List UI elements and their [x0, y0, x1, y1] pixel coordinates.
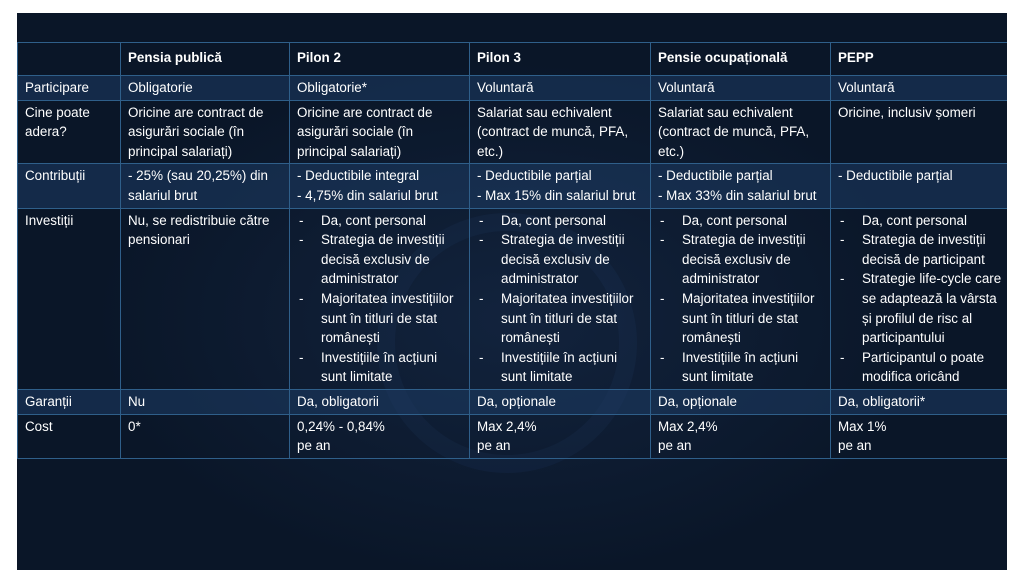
table-cell — [290, 164, 470, 208]
table-cell: Oricine are contract de asigurări sociale (în principal salariați) — [290, 100, 470, 164]
table-cell — [470, 208, 651, 389]
cell-line: - Deductibile integral — [297, 168, 420, 184]
bullet-list — [658, 211, 825, 387]
table-cell — [651, 414, 831, 458]
bullet-list — [838, 211, 1002, 387]
table-cell: Nu — [121, 389, 290, 414]
cell-line: - Max 33% din salariul brut — [658, 187, 817, 203]
list-item: - Investițiile în acțiuni sunt limitate — [477, 348, 645, 387]
list-item: - Majoritatea investițiilor sunt în titluri de stat românești — [658, 289, 825, 348]
table-cell — [290, 208, 470, 389]
cell-line: - Deductibile parțial — [838, 168, 953, 184]
bullet-list — [297, 211, 464, 387]
table-cell: Voluntară — [470, 76, 651, 101]
row-participare — [18, 76, 1008, 101]
row-label: Cost — [18, 414, 121, 458]
row-label: Contribuții — [18, 164, 121, 208]
list-item: - Da, cont personal — [658, 211, 825, 231]
table-cell: Oricine, inclusiv șomeri — [831, 100, 1008, 164]
row-garantii — [18, 389, 1008, 414]
table-cell: Da, obligatorii — [290, 389, 470, 414]
bullet-list — [477, 211, 645, 387]
list-item: - Strategia de investiții decisă exclusiv de administrator — [477, 230, 645, 289]
table-cell — [651, 164, 831, 208]
pension-comparison-table — [17, 42, 1007, 459]
table-cell: Salariat sau echivalent (contract de muncă, PFA, etc.) — [651, 100, 831, 164]
cell-line: pe an — [658, 438, 692, 454]
cell-line: pe an — [838, 438, 872, 454]
row-label: Investiții — [18, 208, 121, 389]
row-label: Participare — [18, 76, 121, 101]
table-cell — [651, 208, 831, 389]
table-cell: Voluntară — [831, 76, 1008, 101]
table-cell: Voluntară — [651, 76, 831, 101]
row-label: Cine poate adera? — [18, 100, 121, 164]
table-cell: Obligatorie — [121, 76, 290, 101]
header-empty — [18, 43, 121, 76]
list-item: - Strategia de investiții decisă exclusiv de administrator — [658, 230, 825, 289]
row-label: Garanții — [18, 389, 121, 414]
table-cell: Da, opționale — [470, 389, 651, 414]
cell-line: - Deductibile parțial — [477, 168, 592, 184]
cell-line: - 4,75% din salariul brut — [297, 187, 438, 203]
table-cell: Salariat sau echivalent (contract de muncă, PFA, etc.) — [470, 100, 651, 164]
table-cell: - 25% (sau 20,25%) din salariul brut — [121, 164, 290, 208]
row-cost — [18, 414, 1008, 458]
header-pensie-ocupationala: Pensie ocupațională — [651, 43, 831, 76]
list-item: - Strategie life-cycle care se adaptează la vârsta și profilul de risc al participantului — [838, 269, 1002, 347]
list-item: - Participantul o poate modifica oricând — [838, 348, 1002, 387]
table-cell — [470, 164, 651, 208]
table-cell — [831, 208, 1008, 389]
cell-line: Max 2,4% — [477, 418, 537, 434]
table-cell: Nu, se redistribuie către pensionari — [121, 208, 290, 389]
list-item: - Investițiile în acțiuni sunt limitate — [297, 348, 464, 387]
header-pilon-3: Pilon 3 — [470, 43, 651, 76]
cell-line: pe an — [477, 438, 511, 454]
list-item: - Majoritatea investițiilor sunt în titluri de stat românești — [297, 289, 464, 348]
list-item: - Investițiile în acțiuni sunt limitate — [658, 348, 825, 387]
table-cell — [290, 414, 470, 458]
header-pepp: PEPP — [831, 43, 1008, 76]
header-pilon-2: Pilon 2 — [290, 43, 470, 76]
table-cell: Obligatorie* — [290, 76, 470, 101]
table-cell: Da, obligatorii* — [831, 389, 1008, 414]
slide-background — [17, 13, 1007, 570]
table-cell: Da, opționale — [651, 389, 831, 414]
table-cell — [831, 164, 1008, 208]
list-item: - Majoritatea investițiilor sunt în titluri de stat românești — [477, 289, 645, 348]
row-investitii — [18, 208, 1008, 389]
table-cell — [470, 414, 651, 458]
table-cell — [121, 414, 290, 458]
cell-line: pe an — [297, 438, 331, 454]
cell-line: 0,24% - 0,84% — [297, 418, 385, 434]
row-contributii — [18, 164, 1008, 208]
header-row — [18, 43, 1008, 76]
list-item: - Da, cont personal — [838, 211, 1002, 231]
list-item: - Strategia de investiții decisă exclusiv de administrator — [297, 230, 464, 289]
table-cell — [831, 414, 1008, 458]
list-item: - Da, cont personal — [477, 211, 645, 231]
cell-line: - Max 15% din salariul brut — [477, 187, 636, 203]
cell-line: - Deductibile parțial — [658, 168, 773, 184]
table-cell: Oricine are contract de asigurări sociale (în principal salariați) — [121, 100, 290, 164]
cell-line: Max 2,4% — [658, 418, 718, 434]
cell-line: 0* — [128, 418, 141, 434]
list-item: - Da, cont personal — [297, 211, 464, 231]
header-pensia-publica: Pensia publică — [121, 43, 290, 76]
row-cine-poate-adera — [18, 100, 1008, 164]
list-item: - Strategia de investiții decisă de participant — [838, 230, 1002, 269]
cell-line: Max 1% — [838, 418, 887, 434]
